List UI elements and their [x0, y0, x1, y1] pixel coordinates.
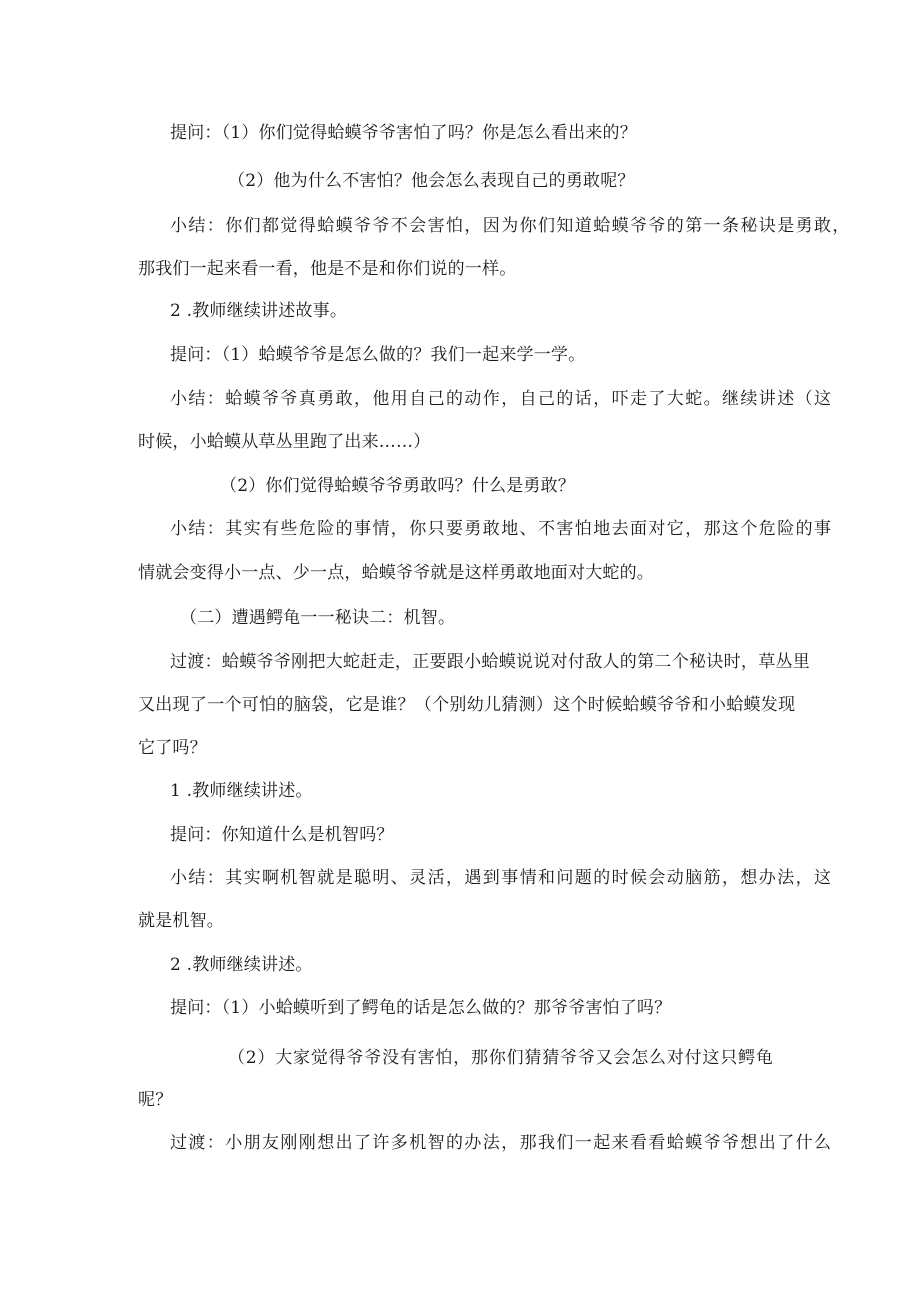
text-line: 时候，小蛤蟆从草丛里跑了出来……） — [138, 432, 431, 452]
text-line: 2 .教师继续讲述。 — [170, 955, 313, 975]
text-line: 提问：（1）蛤蟆爷爷是怎么做的？我们一起来学一学。 — [170, 345, 586, 365]
section-heading: （二）遭遇鳄龟一一秘诀二：机智。 — [180, 608, 456, 628]
text-line: 提问：（1）小蛤蟆听到了鳄龟的话是怎么做的？那爷爷害怕了吗？ — [170, 998, 672, 1018]
text-line: 1 .教师继续讲述。 — [170, 781, 313, 801]
text-line: 小结：其实有些危险的事情，你只要勇敢地、不害怕地去面对它，那这个危险的事 — [170, 519, 833, 539]
text-line: （2）他为什么不害怕？他会怎么表现自己的勇敢呢？ — [228, 171, 635, 191]
text-line: 提问：（1）你们觉得蛤蟆爷爷害怕了吗？你是怎么看出来的？ — [170, 123, 637, 143]
text-line: （2）你们觉得蛤蟆爷爷勇敢吗？什么是勇敢？ — [220, 476, 576, 496]
text-line: 它了吗？ — [138, 738, 207, 758]
text-line: 小结：你们都觉得蛤蟆爷爷不会害怕，因为你们知道蛤蟆爷爷的第一条秘诀是勇敢， — [170, 216, 851, 236]
text-line: 情就会变得小一点、少一点，蛤蟆爷爷就是这样勇敢地面对大蛇的。 — [138, 563, 654, 583]
text-line: （2）大家觉得爷爷没有害怕，那你们猜猜爷爷又会怎么对付这只鳄龟 — [228, 1048, 774, 1068]
text-line: 小结：蛤蟆爷爷真勇敢，他用自己的动作，自己的话，吓走了大蛇。继续讲述（这 — [170, 389, 833, 409]
text-line: 那我们一起来看一看，他是不是和你们说的一样。 — [138, 259, 517, 279]
text-line: 过渡：蛤蟆爷爷刚把大蛇赶走，正要跟小蛤蟆说说对付敌人的第二个秘诀时，草丛里 — [170, 652, 811, 672]
text-line: 又出现了一个可怕的脑袋，它是谁？（个别幼儿猜测）这个时候蛤蟆爷爷和小蛤蟆发现 — [138, 695, 796, 715]
text-line: 2 .教师继续讲述故事。 — [170, 301, 348, 321]
text-line: 就是机智。 — [138, 911, 224, 931]
text-line: 呢？ — [138, 1090, 173, 1110]
text-line: 小结：其实啊机智就是聪明、灵活，遇到事情和问题的时候会动脑筋，想办法，这 — [170, 868, 833, 888]
text-line: 提问：你知道什么是机智吗？ — [170, 825, 394, 845]
text-line: 过渡：小朋友刚刚想出了许多机智的办法，那我们一起来看看蛤蟆爷爷想出了什么 — [170, 1133, 833, 1153]
